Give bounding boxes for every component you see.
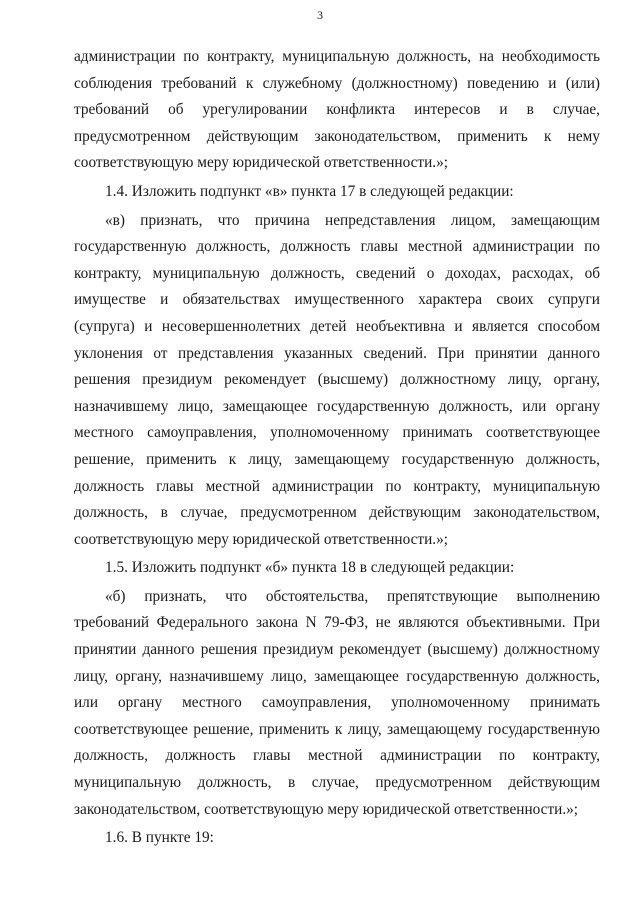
paragraph-heading-1-5: 1.5. Изложить подпункт «б» пункта 18 в следующей редакции: (105, 559, 515, 577)
page-number: 3 (317, 8, 323, 22)
document-body (74, 44, 600, 854)
paragraph-subpoint-b: «б) признать, что обстоятельства, препятствующие выполнению требований Федерального закона N 79-ФЗ, не являются объективными. При принятии данного решения президиум рекомендует (высшему) должностному лицу, органу, назначившему лицо, замещающее государственную должность, или органу местного самоуправления, уполномоченному принимать соответствующее решение, применить к лицу, замещающему государственную должность, должность главы местной администрации по контракту, муниципальную должность, в случае, предусмотренном действующим законодательством, соответствующую меру юридической ответственности.»; (74, 587, 600, 818)
paragraph-subpoint-v: «в) признать, что причина непредставления лицом, замещающим государственную должность, должность главы местной администрации по контракту, муниципальную должность, сведений о доходах, расходах, об имуществе и обязательствах имущественного характера своих супруги (супруга) и несовершеннолетних детей необъективна и является способом уклонения от представления указанных сведений. При принятии данного решения президиум рекомендует (высшему) должностному лицу, органу, назначившему лицо, замещающее государственную должность, или органу местного самоуправления, уполномоченному принимать соответствующее решение, применить к лицу, замещающему государственную должность, должность главы местной администрации по контракту, муниципальную должность, в случае, предусмотренном действующим законодательством, соответствующую меру юридической ответственности.»; (74, 211, 600, 548)
paragraph-heading-1-6: 1.6. В пункте 19: (105, 829, 214, 847)
paragraph-heading-1-4: 1.4. Изложить подпункт «в» пункта 17 в следующей редакции: (105, 182, 514, 200)
paragraph-continuation: администрации по контракту, муниципальную должность, на необходимость соблюдения требований к служебному (должностному) поведению и (или) требований об урегулировании конфликта интересов и в случае, предусмотренном действующим законодательством, применить к нему соответствующую меру юридической ответственности.»; (74, 48, 600, 172)
